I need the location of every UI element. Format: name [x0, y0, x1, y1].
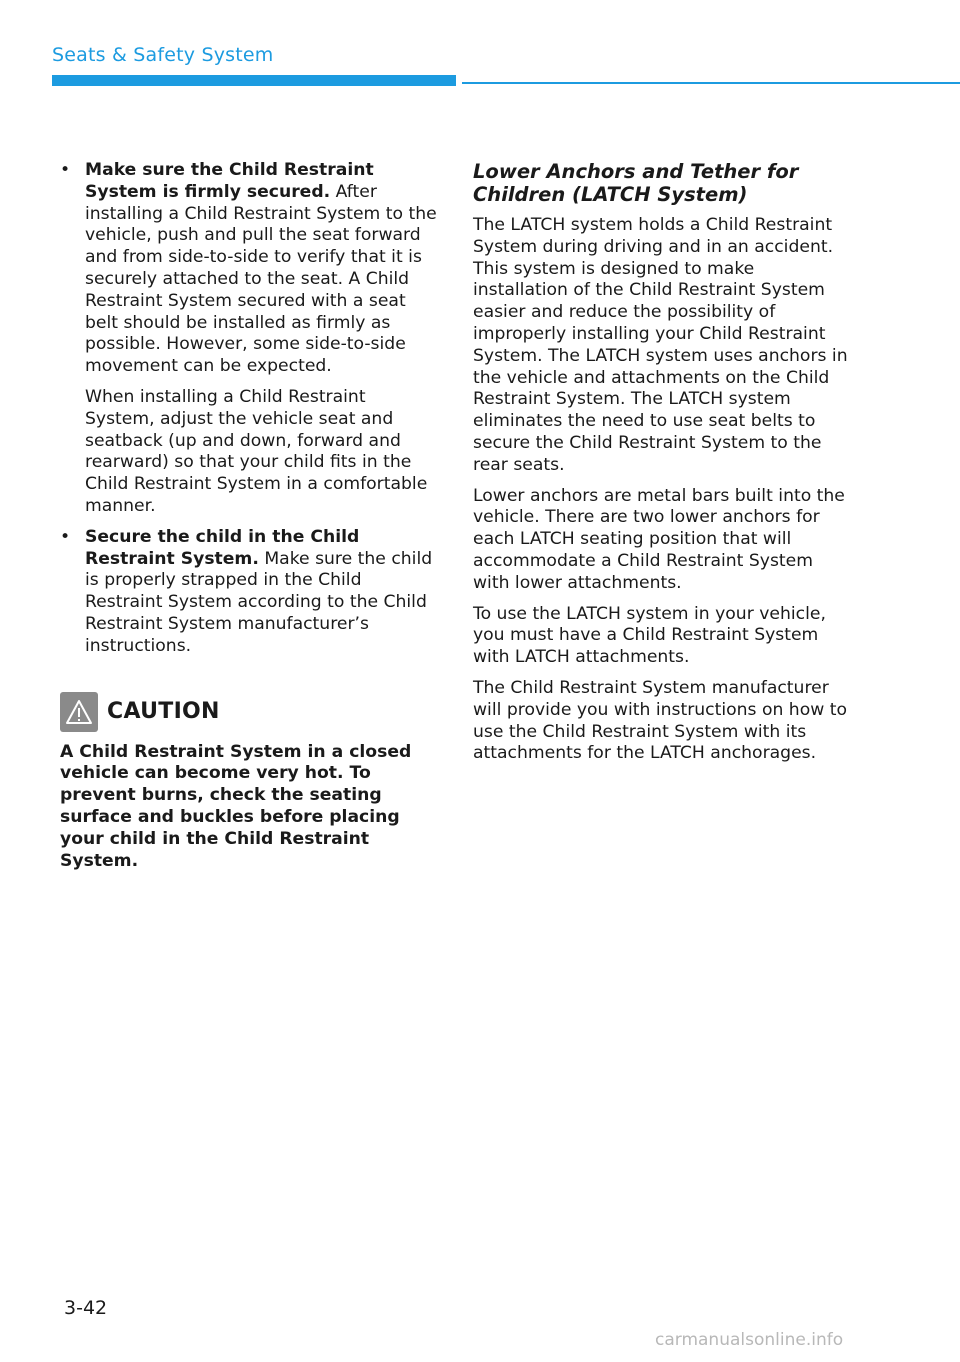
bullet-lead: Make sure the Child Restraint System is firmly secured. [85, 160, 374, 202]
bullet-dot: • [60, 160, 71, 180]
body-paragraph: Lower anchors are metal bars built into the vehicle. There are two lower anchors for each LATCH seating position that will accommodate a Child Restraint System with lower attachments. [473, 485, 845, 593]
bullet-extra-paragraph: When installing a Child Restraint System, adjust the vehicle seat and seatback (up and down, forward and rearward) so that your child fits in the Child Restraint System in a comfortable manner. [85, 386, 428, 516]
warning-triangle-icon [60, 692, 98, 732]
bullet-paragraph [85, 527, 440, 658]
caution-text: A Child Restraint System in a closed vehicle can become very hot. To prevent burns, check the seating surface and buckles before placing your child in the Child Restraint System. [60, 741, 412, 871]
bullet-text: After installing a Child Restraint System to the vehicle, push and pull the seat forward and from side-to-side to verify that it is securely attached to the seat. A Child Restraint System secured with a seat belt should be installed as firmly as possible. However, some side-to-side movement can be expected. [85, 181, 437, 377]
header-rule-thin [462, 82, 960, 84]
caution-header [60, 692, 440, 732]
body-paragraph: To use the LATCH system in your vehicle, you must have a Child Restraint System with LATCH attachments. [473, 603, 826, 668]
right-column [473, 160, 853, 765]
bullet-lead: Secure the child in the Child Restraint System. [85, 526, 360, 569]
caution-title: CAUTION [107, 699, 220, 725]
body-paragraph: The Child Restraint System manufacturer will provide you with instructions on how to use the Child Restraint System with its attachments for the LATCH anchorages. [473, 677, 847, 764]
bullet-text: Make sure the child is properly strapped in the Child Restraint System according to the Child Restraint System manufacturer’s instructions. [85, 548, 433, 656]
bullet-paragraph [85, 160, 440, 378]
bullet-item [60, 527, 440, 658]
page-number: 3-42 [64, 1297, 108, 1319]
left-column [60, 160, 440, 872]
header-rule-thick [52, 75, 456, 86]
body-paragraph: The LATCH system holds a Child Restraint System during driving and in an accident. This system is designed to make installation of the Child Restraint System easier and reduce the possibility of improperly installing your Child Restraint System. The LATCH system uses anchors in the vehicle and attachments on the Child Restraint System. The LATCH system eliminates the need to use seat belts to secure the Child Restraint System to the rear seats. [473, 215, 848, 475]
bullet-item [60, 160, 440, 518]
section-heading: Lower Anchors and Tether for Children (LATCH System) [473, 160, 799, 206]
watermark: carmanualsonline.info [655, 1330, 844, 1350]
section-title: Seats & Safety System [52, 44, 274, 66]
bullet-dot: • [60, 526, 71, 547]
